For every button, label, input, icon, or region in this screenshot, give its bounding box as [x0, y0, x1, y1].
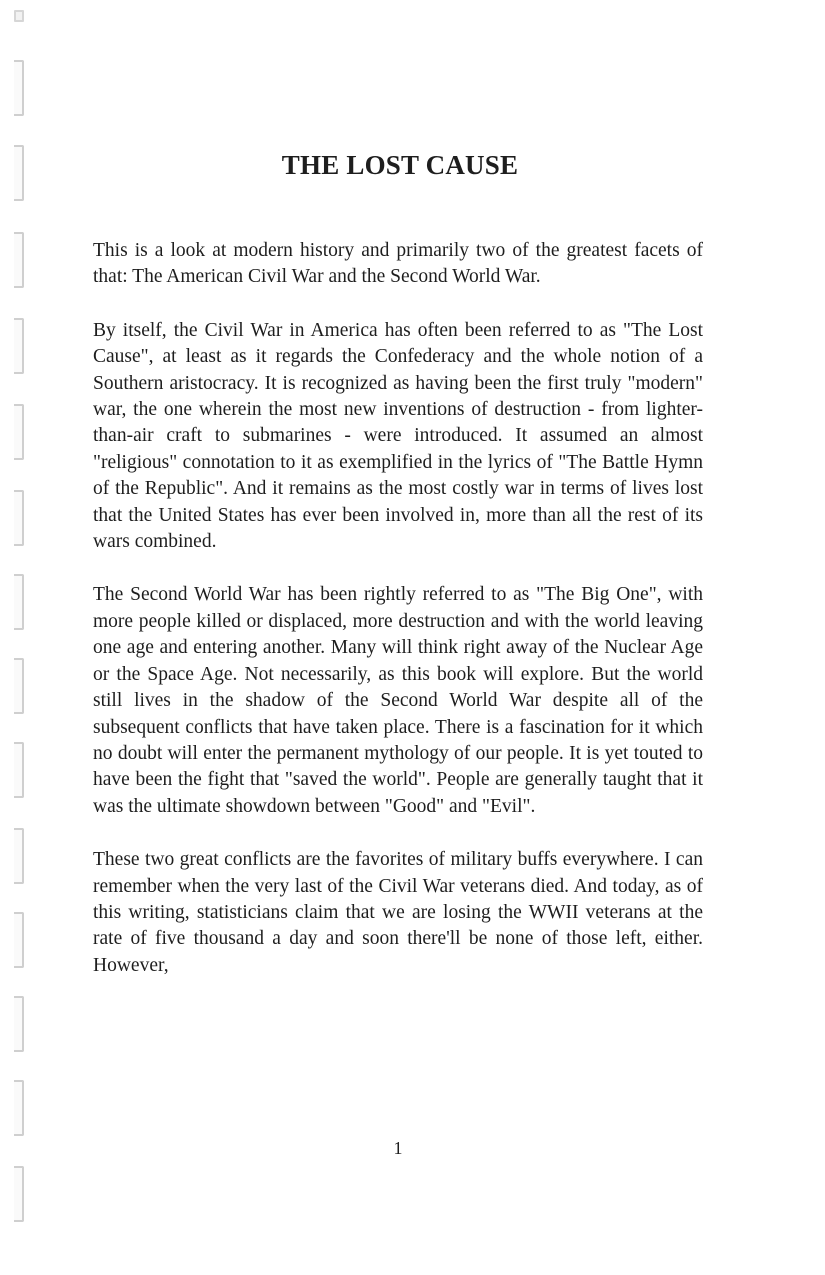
binding-hole — [14, 10, 24, 22]
binding-hole — [14, 828, 24, 884]
binding-hole — [14, 912, 24, 968]
page-title: THE LOST CAUSE — [281, 150, 519, 180]
binding-hole — [14, 404, 24, 460]
binding-hole — [14, 658, 24, 714]
paragraph-4: These two great conflicts are the favorites of military buffs everywhere. I can remember when the very last of the Civil War veterans died. And today, as of this writing, statisticians claim that we are losing the WWII veterans at the rate of five thousand a day and soon there'll be none of those left, either. However, — [93, 849, 703, 976]
binding-hole — [14, 232, 24, 288]
paragraph-1: This is a look at modern history and primarily two of the greatest facets of that: The American Civil War and the Second World War. — [93, 240, 703, 288]
binding-hole — [14, 1080, 24, 1136]
body-text — [93, 238, 703, 1006]
binding-hole — [14, 742, 24, 798]
binding-hole — [14, 996, 24, 1052]
page-number: 1 — [393, 1138, 403, 1158]
binding-hole — [14, 490, 24, 546]
spiral-binding-holes — [14, 0, 28, 1275]
binding-hole — [14, 574, 24, 630]
paragraph-3: The Second World War has been rightly referred to as "The Big One", with more people killed or displaced, more destruction and with the world leaving one age and entering another. Many will think right away of the Nuclear Age or the Space Age. Not necessarily, as this book will explore. But the world still lives in the shadow of the Second World War despite all of the subsequent conflicts that have taken place. There is a fascination for it which no doubt will enter the permanent mythology of our people. It is yet touted to have been the fight that "saved the world". People are generally taught that it was the ultimate showdown between "Good" and "Evil". — [93, 584, 703, 817]
binding-hole — [14, 1166, 24, 1222]
paragraph-2: By itself, the Civil War in America has often been referred to as "The Lost Cause", at least as it regards the Confederacy and the whole notion of a Southern aristocracy. It is recognized as having been the first truly "modern" war, the one wherein the most new inventions of destruction - from lighter-than-air craft to submarines - were introduced. It assumed an almost "religious" connotation to it as exemplified in the lyrics of "The Battle Hymn of the Republic". And it remains as the most costly war in terms of lives lost that the United States has ever been involved in, more than all the rest of its wars combined. — [93, 319, 703, 553]
binding-hole — [14, 60, 24, 116]
binding-hole — [14, 318, 24, 374]
